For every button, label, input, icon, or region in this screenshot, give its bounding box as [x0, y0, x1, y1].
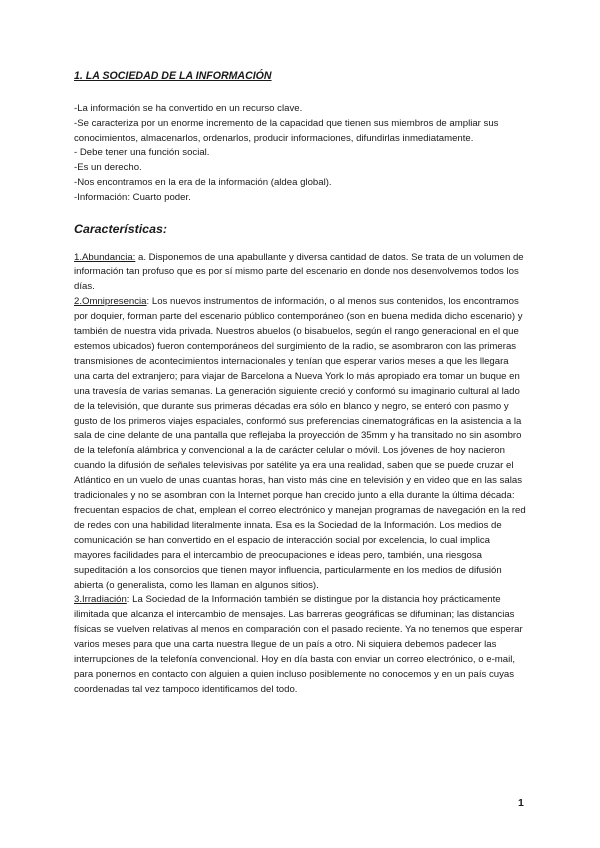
characteristics-heading: Características: — [74, 221, 167, 236]
document-page — [74, 70, 526, 698]
characteristic-irradiacion — [74, 593, 526, 697]
intro-line: - Debe tener una función social. — [74, 147, 210, 159]
characteristic-term: 3.Irradiación — [74, 594, 127, 606]
characteristic-term: 1.Abundancia: — [74, 251, 136, 263]
page-number: 1 — [518, 797, 524, 809]
intro-line: -Es un derecho. — [74, 162, 142, 174]
section-title: 1. LA SOCIEDAD DE LA INFORMACIÓN — [74, 70, 272, 82]
characteristic-omnipresencia — [74, 295, 526, 593]
characteristic-text: a. Disponemos de una apabullante y diversa cantidad de datos. Se trata de un volumen de información tan profuso que es por sí mismo parte del escenario en donde nos desenvolvemos todos los días. — [74, 251, 524, 293]
intro-list — [74, 102, 526, 206]
characteristic-term: 2.Omnipresencia — [74, 296, 147, 308]
intro-line: -Información: Cuarto poder. — [74, 191, 191, 203]
characteristics-list — [74, 251, 526, 698]
intro-line: -Nos encontramos en la era de la información (aldea global). — [74, 176, 332, 188]
intro-line: -La información se ha convertido en un recurso clave. — [74, 103, 303, 114]
characteristic-text: : Los nuevos instrumentos de información, o al menos sus contenidos, los encontramos por doquier, forman parte del escenario público contemporáneo (son en buena medida dicho escenario) y también de nuestra vida privada. Nuestros abuelos (o bisabuelos, según el rango generacional en el que estemos ubicados) fueron contemporáneos del surgimiento de la radio, se asombraron con las primeras transmisiones de acontecimientos internacionales y tenían que esperar varios meses a que les llegara una carta del extranjero; para viajar de Barcelona a Nueva York lo más apropiado era tomar un buque en una travesía de varias semanas. La generación siguiente creció y conformó su imaginario cultural al lado de la televisión, que durante sus primeras décadas era sólo en blanco y negro, se enteró con pasmo y gusto de los primeros viajes espaciales, conformó sus preferencias cinematográficas en la asistencia a la sala de cine delante de una pantalla que reflejaba la proyección de 35mm y ha transitado no sin asombro de la telefonía alámbrica y convencional a la de carácter celular o móvil. Los jóvenes de hoy nacieron cuando la difusión de señales televisivas por satélite ya era una realidad, saben que se puede cruzar el Atlántico en un vuelo de unas cuantas horas, han visto más cine en televisión y en video que en las salas tradicionales y no se asombran con la Internet porque han crecido junto a ella durante la última década: frecuentan espacios de chat, emplean el correo electrónico y manejan programas de navegación en la red de redes con una habilidad literalmente innata. Esa es la Sociedad de la Información. Los medios de comunicación se han convertido en el espacio de interacción social por excelencia, lo cual implica mayores facilidades para el intercambio de preocupaciones e ideas pero, también, una riesgosa supeditación a los consorcios que tienen mayor influencia, particularmente en los medios de difusión abierta (o generalista, como les llaman en algunos sitios). — [74, 296, 526, 591]
characteristic-text: : La Sociedad de la Información también se distingue por la distancia hoy prácticamente ilimitada que alcanza el intercambio de mensajes. Las barreras geográficas se difuminan; las distancias físicas se vuelven relativas al menos en comparación con el pasado reciente. Ya no tenemos que esperar varios meses para que una carta nuestra llegue de un país a otro. Ni siquiera debemos padecer las interrupciones de la telefonía convencional. Hoy en día basta con enviar un correo electrónico, o e-mail, para ponernos en contacto con alguien a quien incluso posiblemente no conocemos y en un país cuyas coordenadas tal vez tampoco identificamos del todo. — [74, 594, 523, 695]
intro-line: -Se caracteriza por un enorme incremento de la capacidad que tienen sus miembros de ampliar sus conocimientos, almacenarlos, ordenarlos, producir informaciones, difundirlas inmediatamente. — [74, 117, 499, 144]
characteristic-abundancia — [74, 251, 526, 296]
